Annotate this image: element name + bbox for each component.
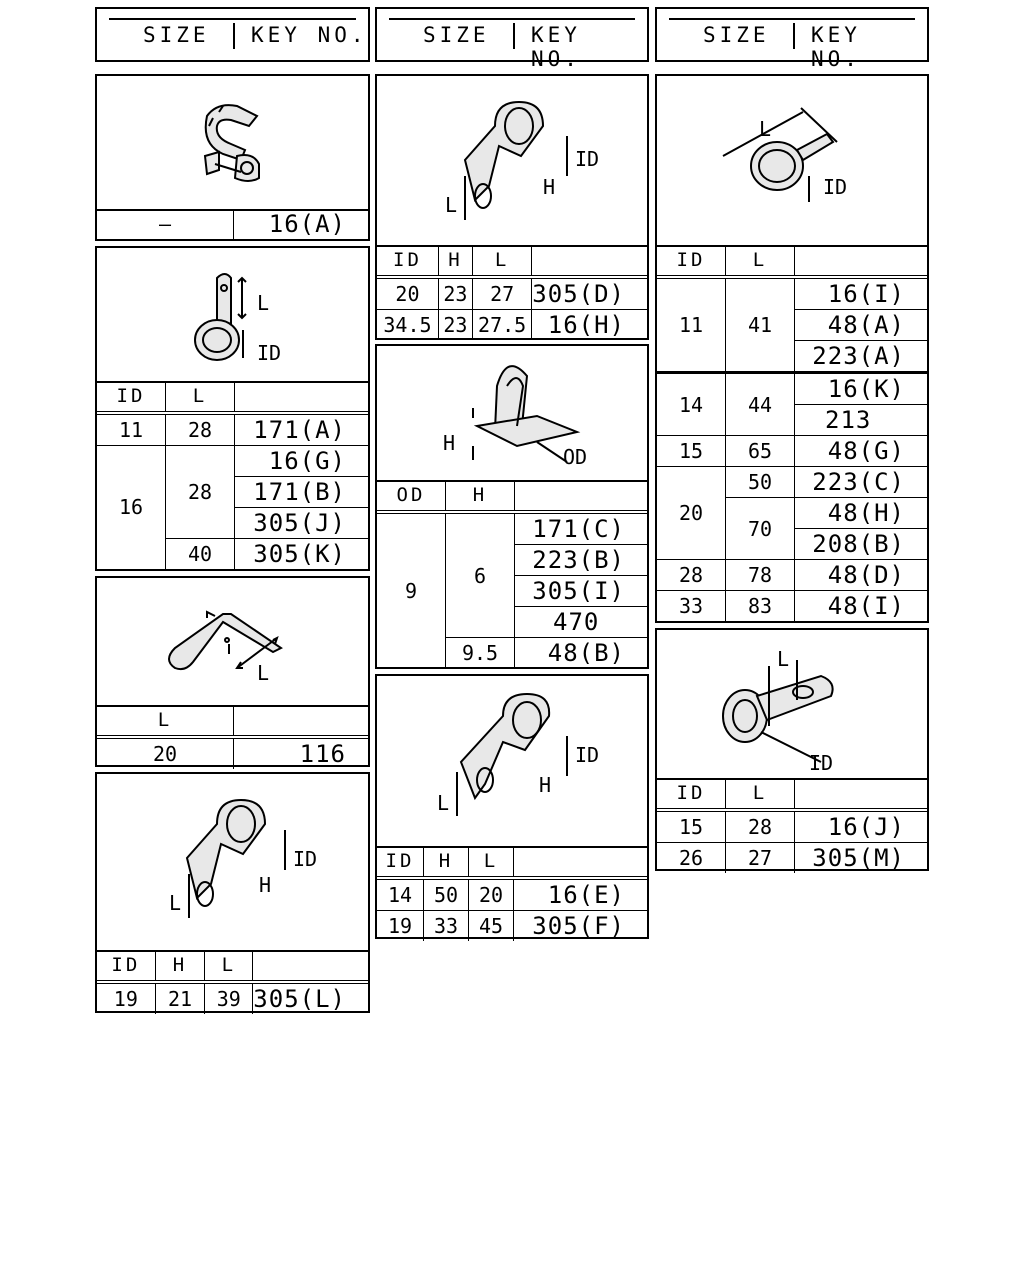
table-cell: 39 [205,982,253,1014]
table-cell: 20 [97,737,234,769]
dim-label-H: H [443,431,456,455]
clip-illustration [657,76,927,247]
clip-drawing [377,76,647,245]
col-header-h: H [446,480,515,512]
clip-illustration [377,676,647,848]
clip-illustration [377,76,647,247]
key-cell: 48(I) [795,591,928,622]
col-header-h: H [438,245,472,277]
spec-table [377,480,647,669]
key-cell: 171(B) [235,477,369,508]
table-cell: 20 [657,467,726,560]
col-header-l: L [469,846,514,878]
key-cell: 213 [795,405,928,436]
dim-label-L: L [437,791,450,815]
clip-card-col2-2 [375,344,649,669]
table-cell: 50 [726,467,795,498]
key-cell: 305(M) [795,843,928,874]
header-col2 [375,7,649,71]
clip-illustration [657,630,927,780]
table-cell: 20 [469,878,514,911]
table-cell: 26 [657,843,726,874]
table-cell: 28 [166,413,235,446]
col-header-l: L [205,950,253,982]
clip-illustration [97,774,368,952]
clip-card-col1-4 [95,772,370,1013]
col-header-id: ID [657,778,726,810]
table-cell: 20 [377,277,438,310]
dim-label-OD: OD [563,445,588,469]
table-cell: 16 [97,446,166,570]
key-cell: 48(A) [795,310,928,341]
clip-drawing [657,76,927,245]
dim-label-ID: ID [823,175,848,199]
clip-illustration [97,578,368,707]
table-cell: 78 [726,560,795,591]
clip-drawing [657,630,927,778]
table-cell: 44 [726,373,795,436]
table-cell: 14 [657,373,726,436]
key-cell: 16(K) [795,373,928,405]
spec-table [377,846,647,941]
table-cell: 21 [155,982,205,1014]
size-header: SIZE [703,23,770,47]
spec-table [97,381,368,570]
key-cell: 16(E) [514,878,648,911]
spec-table [97,950,368,1014]
col-header-id: ID [657,245,726,277]
table-cell: 70 [726,498,795,560]
clip-card-col2-1 [375,74,649,340]
header-col3 [655,7,929,71]
key-cell: 48(B) [515,638,648,669]
key-cell: 171(A) [235,413,369,446]
size-header: SIZE [423,23,490,47]
key-cell: 305(I) [515,576,648,607]
table-cell: 14 [377,878,424,911]
clip-illustration [97,76,368,211]
col-header-l: L [166,381,235,413]
table-cell: 11 [657,277,726,373]
key-cell: 305(J) [235,508,369,539]
table-cell: 28 [657,560,726,591]
size-cell: — [97,209,234,239]
table-cell: 41 [726,277,795,373]
table-cell: 50 [424,878,469,911]
col-header-id: ID [377,245,438,277]
table-cell: 9 [377,512,446,668]
col-header-h: H [155,950,205,982]
key-no-header: KEY NO. [811,23,861,71]
clip-drawing [97,248,368,381]
key-cell: 208(B) [795,529,928,560]
clip-drawing [97,774,368,950]
key-cell: 305(K) [235,539,369,570]
clip-illustration [377,346,647,482]
table-cell: 27 [726,843,795,874]
spec-table [377,245,647,340]
dim-label-L: L [759,117,772,141]
dim-label-L: L [257,291,270,315]
key-no-header: KEY NO. [531,23,581,71]
key-cell: 16(H) [532,310,647,341]
key-cell: 48(H) [795,498,928,529]
key-cell: 305(L) [253,982,368,1014]
dim-label-L: L [445,193,458,217]
table-cell: 65 [726,436,795,467]
table-cell: 23 [438,310,472,341]
clip-card-col2-3 [375,674,649,939]
table-cell: 27.5 [472,310,531,341]
table-cell: 19 [97,982,155,1014]
table-cell: 19 [377,911,424,942]
key-cell: 16(I) [795,277,928,310]
clip-card-col1-3 [95,576,370,767]
table-cell: 28 [166,446,235,539]
clip-card-col3-2 [655,628,929,871]
table-cell: 9.5 [446,638,515,669]
key-cell: 305(D) [532,277,647,310]
table-cell: 33 [657,591,726,622]
dim-label-ID: ID [575,147,600,171]
table-cell: 15 [657,436,726,467]
key-cell: 223(A) [795,341,928,373]
key-cell: 116 [234,737,369,769]
dim-label-ID: ID [257,341,282,365]
table-cell: 28 [726,810,795,843]
table-cell: 45 [469,911,514,942]
clip-illustration [97,248,368,383]
col-header-id: ID [377,846,424,878]
key-cell: 16(J) [795,810,928,843]
dim-label-L: L [169,891,182,915]
dim-label-ID: ID [293,847,318,871]
header-col1 [95,7,370,62]
dim-label-ID: ID [575,743,600,767]
key-cell: 223(B) [515,545,648,576]
clip-drawing [97,578,368,705]
clip-drawing [377,676,647,846]
col-header-id: ID [97,950,155,982]
key-no-header: KEY NO. [251,23,368,47]
table-cell: 11 [97,413,166,446]
clip-card-col1-2 [95,246,370,571]
key-cell: 48(D) [795,560,928,591]
key-cell: 305(F) [514,911,648,942]
table-cell: 34.5 [377,310,438,341]
dim-label-H: H [539,773,552,797]
key-cell: 470 [515,607,648,638]
clip-card-col3-1 [655,74,929,623]
col-header-l: L [726,778,795,810]
spec-table [97,705,368,769]
col-header-l: L [472,245,531,277]
clip-drawing [97,76,368,209]
clip-card-col1-1 [95,74,370,241]
key-cell: 171(C) [515,512,648,545]
spec-table [657,245,927,621]
table-cell: 83 [726,591,795,622]
table-cell: 15 [657,810,726,843]
spec-table [657,778,927,873]
table-cell: 40 [166,539,235,570]
col-header-l: L [726,245,795,277]
col-header-id: ID [97,381,166,413]
dim-label-H: H [259,873,272,897]
table-cell: 27 [472,277,531,310]
col-header-l: L [97,705,234,737]
key-cell: 16(A) [234,209,369,239]
dim-label-L: L [257,661,270,685]
key-cell: 223(C) [795,467,928,498]
col-header-h: H [424,846,469,878]
clip-drawing [377,346,647,480]
dim-label-ID: ID [809,751,834,775]
key-cell: 48(G) [795,436,928,467]
col-header-od: OD [377,480,446,512]
size-header: SIZE [143,23,210,47]
key-cell: 16(G) [235,446,369,477]
dim-label-H: H [543,175,556,199]
table-cell: 6 [446,512,515,638]
dim-label-L: L [777,647,790,671]
table-cell: 23 [438,277,472,310]
table-cell: 33 [424,911,469,942]
